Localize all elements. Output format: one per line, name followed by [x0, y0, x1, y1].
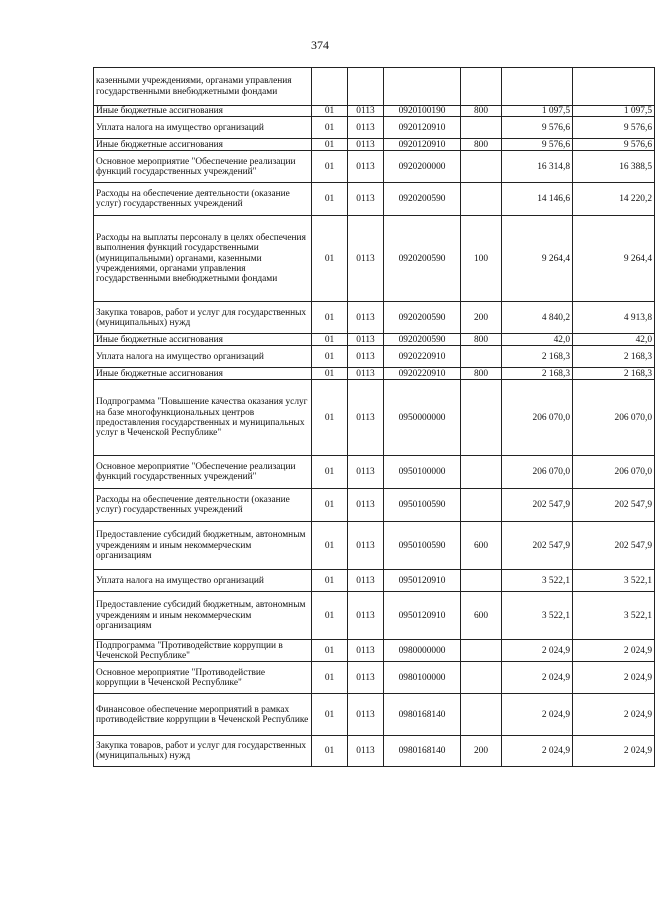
row-amount-1: 2 168,3	[502, 346, 573, 368]
row-amount-1: 3 522,1	[502, 592, 573, 640]
row-expense-type	[461, 570, 502, 592]
row-name: Иные бюджетные ассигнования	[94, 139, 312, 151]
row-amount-1: 2 024,9	[502, 694, 573, 736]
row-amount-2: 42,0	[573, 334, 655, 346]
row-name: казенными учреждениями, органами управления государственными внебюджетными фондами	[94, 68, 312, 106]
table-row	[94, 456, 655, 489]
row-name: Уплата налога на имущество организаций	[94, 570, 312, 592]
row-amount-1: 2 024,9	[502, 736, 573, 767]
row-target-code: 0950100000	[384, 456, 461, 489]
table-row	[94, 694, 655, 736]
table-row	[94, 117, 655, 139]
row-name: Иные бюджетные ассигнования	[94, 106, 312, 117]
row-section: 01	[312, 522, 348, 570]
row-amount-1: 4 840,2	[502, 302, 573, 334]
row-section: 01	[312, 694, 348, 736]
table-row	[94, 489, 655, 522]
row-subsection: 0113	[348, 183, 384, 216]
row-section: 01	[312, 216, 348, 302]
row-section: 01	[312, 640, 348, 662]
row-expense-type: 600	[461, 592, 502, 640]
row-subsection: 0113	[348, 694, 384, 736]
row-target-code: 0950000000	[384, 380, 461, 456]
row-subsection: 0113	[348, 640, 384, 662]
row-section: 01	[312, 334, 348, 346]
row-name: Закупка товаров, работ и услуг для государственных (муниципальных) нужд	[94, 302, 312, 334]
row-name: Финансовое обеспечение мероприятий в рамках противодействие коррупции в Чеченской Республике	[94, 694, 312, 736]
row-subsection: 0113	[348, 736, 384, 767]
row-amount-2: 202 547,9	[573, 489, 655, 522]
row-subsection: 0113	[348, 334, 384, 346]
row-expense-type: 800	[461, 106, 502, 117]
row-subsection: 0113	[348, 139, 384, 151]
row-amount-1: 2 024,9	[502, 640, 573, 662]
table-row	[94, 183, 655, 216]
row-subsection: 0113	[348, 346, 384, 368]
row-target-code: 0920200590	[384, 216, 461, 302]
row-amount-2: 2 024,9	[573, 662, 655, 694]
row-section: 01	[312, 592, 348, 640]
row-name: Закупка товаров, работ и услуг для государственных (муниципальных) нужд	[94, 736, 312, 767]
row-amount-1: 9 576,6	[502, 139, 573, 151]
row-amount-1: 2 168,3	[502, 368, 573, 380]
row-amount-2: 4 913,8	[573, 302, 655, 334]
row-subsection: 0113	[348, 570, 384, 592]
row-subsection: 0113	[348, 216, 384, 302]
row-amount-2: 9 576,6	[573, 117, 655, 139]
table-row	[94, 346, 655, 368]
row-name: Иные бюджетные ассигнования	[94, 368, 312, 380]
row-section: 01	[312, 302, 348, 334]
row-amount-2: 2 168,3	[573, 368, 655, 380]
row-section: 01	[312, 456, 348, 489]
row-name: Иные бюджетные ассигнования	[94, 334, 312, 346]
row-name: Предоставление субсидий бюджетным, автономным учреждениям и иным некоммерческим организациям	[94, 592, 312, 640]
row-section: 01	[312, 489, 348, 522]
row-expense-type	[461, 456, 502, 489]
row-amount-1: 16 314,8	[502, 151, 573, 183]
row-target-code: 0920200590	[384, 302, 461, 334]
row-name: Основное мероприятие "Обеспечение реализации функций государственных учреждений"	[94, 456, 312, 489]
row-expense-type: 100	[461, 216, 502, 302]
row-amount-1: 9 264,4	[502, 216, 573, 302]
row-target-code: 0980168140	[384, 736, 461, 767]
table-row	[94, 736, 655, 767]
row-subsection: 0113	[348, 522, 384, 570]
row-subsection: 0113	[348, 151, 384, 183]
row-amount-2: 16 388,5	[573, 151, 655, 183]
row-target-code	[384, 68, 461, 106]
row-amount-1: 3 522,1	[502, 570, 573, 592]
row-subsection: 0113	[348, 302, 384, 334]
row-name: Основное мероприятие "Обеспечение реализации функций государственных учреждений"	[94, 151, 312, 183]
table-row	[94, 106, 655, 117]
row-section: 01	[312, 346, 348, 368]
row-section: 01	[312, 380, 348, 456]
row-amount-2: 1 097,5	[573, 106, 655, 117]
row-target-code: 0950120910	[384, 592, 461, 640]
row-expense-type	[461, 640, 502, 662]
row-subsection	[348, 68, 384, 106]
row-subsection: 0113	[348, 106, 384, 117]
row-section: 01	[312, 151, 348, 183]
row-amount-2: 3 522,1	[573, 592, 655, 640]
row-amount-1: 206 070,0	[502, 380, 573, 456]
row-amount-1: 206 070,0	[502, 456, 573, 489]
row-name: Основное мероприятие "Противодействие коррупции в Чеченской Республике"	[94, 662, 312, 694]
table-row	[94, 368, 655, 380]
row-amount-2	[573, 68, 655, 106]
row-expense-type	[461, 694, 502, 736]
row-subsection: 0113	[348, 368, 384, 380]
row-section: 01	[312, 183, 348, 216]
row-section: 01	[312, 139, 348, 151]
row-subsection: 0113	[348, 456, 384, 489]
row-target-code: 0920120910	[384, 139, 461, 151]
row-subsection: 0113	[348, 380, 384, 456]
row-target-code: 0980000000	[384, 640, 461, 662]
row-expense-type: 600	[461, 522, 502, 570]
row-section: 01	[312, 736, 348, 767]
row-target-code: 0920200590	[384, 334, 461, 346]
table-row	[94, 68, 655, 106]
table-row	[94, 662, 655, 694]
table-row	[94, 302, 655, 334]
row-amount-1: 14 146,6	[502, 183, 573, 216]
row-amount-1: 202 547,9	[502, 489, 573, 522]
row-name: Расходы на выплаты персоналу в целях обеспечения выполнения функций государственными (муниципальными) органами, казенными учреждениями, органами управления государственными внебюджетными фондами	[94, 216, 312, 302]
row-amount-2: 14 220,2	[573, 183, 655, 216]
table-row	[94, 334, 655, 346]
row-section: 01	[312, 570, 348, 592]
table-row	[94, 592, 655, 640]
row-expense-type: 800	[461, 334, 502, 346]
row-target-code: 0920220910	[384, 346, 461, 368]
row-section: 01	[312, 662, 348, 694]
row-expense-type	[461, 68, 502, 106]
row-target-code: 0950120910	[384, 570, 461, 592]
table-row	[94, 522, 655, 570]
row-target-code: 0980168140	[384, 694, 461, 736]
row-name: Подпрограмма "Противодействие коррупции в Чеченской Республике"	[94, 640, 312, 662]
row-amount-1: 2 024,9	[502, 662, 573, 694]
row-amount-2: 2 024,9	[573, 640, 655, 662]
row-target-code: 0950100590	[384, 522, 461, 570]
table-row	[94, 640, 655, 662]
row-target-code: 0920120910	[384, 117, 461, 139]
row-expense-type: 200	[461, 302, 502, 334]
row-amount-2: 3 522,1	[573, 570, 655, 592]
page-number: 374	[311, 38, 329, 52]
row-amount-2: 2 168,3	[573, 346, 655, 368]
row-amount-1	[502, 68, 573, 106]
row-name: Уплата налога на имущество организаций	[94, 117, 312, 139]
row-expense-type	[461, 489, 502, 522]
row-amount-2: 2 024,9	[573, 736, 655, 767]
row-amount-2: 2 024,9	[573, 694, 655, 736]
row-target-code: 0980100000	[384, 662, 461, 694]
table-row	[94, 216, 655, 302]
row-expense-type	[461, 346, 502, 368]
row-name: Расходы на обеспечение деятельности (оказание услуг) государственных учреждений	[94, 183, 312, 216]
row-section	[312, 68, 348, 106]
row-subsection: 0113	[348, 489, 384, 522]
row-name: Расходы на обеспечение деятельности (оказание услуг) государственных учреждений	[94, 489, 312, 522]
row-expense-type: 200	[461, 736, 502, 767]
table-row	[94, 380, 655, 456]
row-name: Подпрограмма "Повышение качества оказания услуг на базе многофункциональных центров предоставления государственных и муниципальных услуг в Чеченской Республике"	[94, 380, 312, 456]
row-subsection: 0113	[348, 662, 384, 694]
table-row	[94, 151, 655, 183]
budget-table	[93, 67, 655, 767]
row-expense-type	[461, 117, 502, 139]
row-section: 01	[312, 368, 348, 380]
row-target-code: 0950100590	[384, 489, 461, 522]
budget-table-body	[94, 68, 655, 767]
row-amount-1: 42,0	[502, 334, 573, 346]
row-expense-type	[461, 183, 502, 216]
row-expense-type	[461, 380, 502, 456]
row-amount-1: 202 547,9	[502, 522, 573, 570]
row-amount-1: 9 576,6	[502, 117, 573, 139]
row-name: Предоставление субсидий бюджетным, автономным учреждениям и иным некоммерческим организациям	[94, 522, 312, 570]
row-target-code: 0920200590	[384, 183, 461, 216]
row-expense-type	[461, 662, 502, 694]
row-target-code: 0920200000	[384, 151, 461, 183]
table-row	[94, 570, 655, 592]
row-subsection: 0113	[348, 117, 384, 139]
row-expense-type: 800	[461, 139, 502, 151]
row-target-code: 0920220910	[384, 368, 461, 380]
row-name: Уплата налога на имущество организаций	[94, 346, 312, 368]
row-section: 01	[312, 117, 348, 139]
row-subsection: 0113	[348, 592, 384, 640]
row-expense-type	[461, 151, 502, 183]
row-section: 01	[312, 106, 348, 117]
row-amount-2: 202 547,9	[573, 522, 655, 570]
row-expense-type: 800	[461, 368, 502, 380]
row-amount-1: 1 097,5	[502, 106, 573, 117]
row-amount-2: 9 264,4	[573, 216, 655, 302]
table-row	[94, 139, 655, 151]
row-amount-2: 206 070,0	[573, 456, 655, 489]
row-amount-2: 9 576,6	[573, 139, 655, 151]
row-amount-2: 206 070,0	[573, 380, 655, 456]
row-target-code: 0920100190	[384, 106, 461, 117]
